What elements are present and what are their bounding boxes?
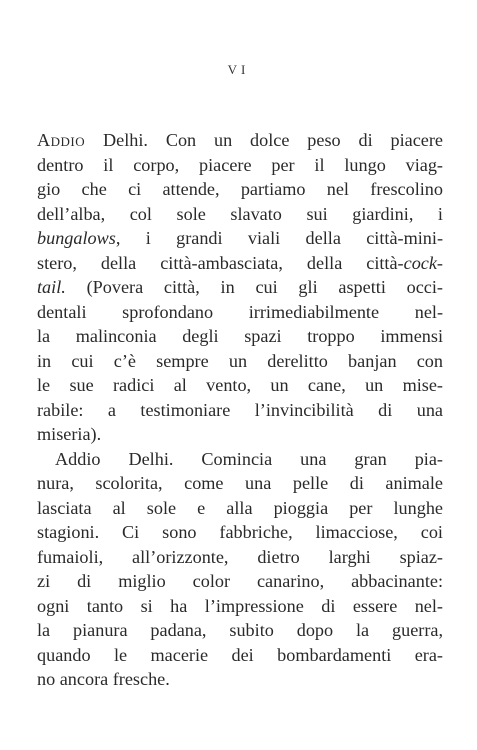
text-line — [37, 569, 443, 594]
text-run: dentali sprofondano irrimediabilmente nel- — [37, 301, 443, 322]
chapter-number: VI — [227, 62, 250, 77]
text-line — [37, 545, 443, 570]
text-line — [37, 128, 443, 153]
text-line — [37, 422, 443, 447]
paragraph-1 — [37, 128, 443, 447]
text-line — [37, 447, 443, 472]
text-run: gio che ci attende, partiamo nel frescolino — [37, 179, 443, 199]
text-line — [37, 349, 443, 374]
italic-text: cock- — [403, 252, 443, 273]
text-run: stagioni. Ci sono fabbriche, limacciose, coi — [37, 522, 443, 542]
text-run: le sue radici al vento, un cane, un mise- — [37, 375, 443, 395]
text-run: rabile: a testimoniare l’invincibilità di una — [37, 399, 443, 420]
text-run: Addio Delhi. Comincia una gran pia- — [55, 448, 443, 469]
text-line — [37, 275, 443, 300]
text-run: la malinconia degli spazi troppo immensi — [37, 326, 443, 346]
text-line — [37, 177, 443, 202]
text-line — [37, 373, 443, 398]
text-run: fumaioli, all’orizzonte, dietro larghi spiaz- — [37, 546, 443, 567]
text-line — [37, 324, 443, 349]
text-run: dell’alba, col sole slavato sui giardini, i — [37, 203, 443, 224]
text-run: zi di miglio color canarino, abbacinante: — [37, 571, 443, 591]
text-line — [37, 594, 443, 619]
text-line — [37, 520, 443, 545]
text-run: ogni tanto si ha l’impressione di essere nel- — [37, 595, 443, 616]
text-line — [37, 300, 443, 325]
text-run: in cui c’è sempre un derelitto banjan con — [37, 350, 443, 371]
text-line — [37, 153, 443, 178]
text-run: miseria). — [37, 424, 102, 444]
text-run: quando le macerie dei bombardamenti era- — [37, 644, 443, 665]
text-line — [37, 496, 443, 521]
text-line — [37, 398, 443, 423]
body-text — [37, 128, 443, 692]
text-run: lasciata al sole e alla pioggia per lunghe — [37, 497, 443, 518]
text-run: Delhi. Con un dolce peso di piacere — [85, 130, 443, 150]
text-line — [37, 226, 443, 251]
text-line — [37, 643, 443, 668]
small-caps-text: Addio — [37, 130, 86, 150]
text-run: nura, scolorita, come una pelle di animale — [37, 473, 443, 493]
italic-text: tail. — [37, 277, 66, 297]
text-line — [37, 202, 443, 227]
text-run: , i grandi viali della città-mini- — [115, 228, 443, 248]
text-line — [37, 618, 443, 643]
text-line — [37, 251, 443, 276]
text-run: dentro il corpo, piacere per il lungo viag- — [37, 154, 443, 175]
text-line — [37, 471, 443, 496]
text-run: no ancora fresche. — [37, 669, 170, 689]
text-run: stero, della città-ambasciata, della città- — [37, 252, 404, 273]
italic-text: bungalows — [37, 228, 116, 248]
text-line — [37, 667, 443, 692]
paragraph-2 — [37, 447, 443, 692]
text-run: la pianura padana, subito dopo la guerra, — [37, 620, 443, 640]
text-run: (Povera città, in cui gli aspetti occi- — [65, 277, 443, 297]
